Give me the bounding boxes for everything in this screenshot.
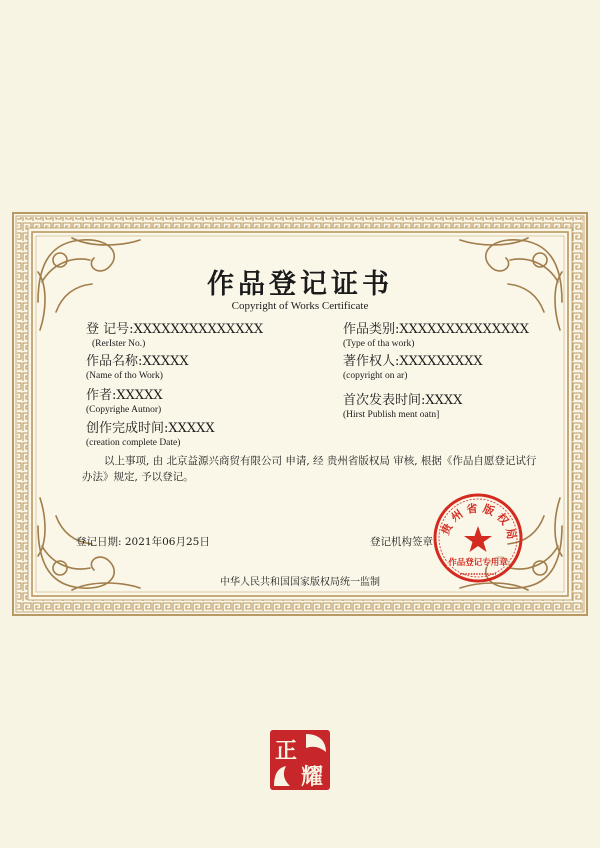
work-name-label: 作品名称:XXXXX: [86, 354, 189, 369]
author-label: 作者:XXXXX: [86, 388, 163, 403]
field-work-type: [343, 322, 529, 351]
field-work-name: [86, 354, 189, 383]
certificate-title: 作品登记证书: [207, 269, 393, 300]
svg-text:正: 正: [274, 738, 298, 764]
field-creation-date: [86, 421, 215, 450]
svg-text:贵州省版权局: 贵州省版权局: [438, 501, 519, 545]
registration-no-label: 登 记号:XXXXXXXXXXXXXX: [86, 322, 264, 337]
copyright-owner-label: 著作权人:XXXXXXXXX: [343, 354, 483, 369]
field-author: [86, 388, 163, 417]
first-publish-sub: (Hirst Publish ment oatn]: [343, 410, 440, 420]
registration-statement: 以上事项, 由 北京益源兴商贸有限公司 申请, 经 贵州省版权局 审核, 根据《作品自愿登记试行办法》规定, 予以登记。: [82, 455, 537, 483]
registration-date: 登记日期: 2021年06月25日: [76, 536, 210, 548]
field-registration-no: [86, 322, 263, 351]
certificate: [12, 212, 588, 616]
issuer-footer: 中华人民共和国国家版权局统一监制: [220, 577, 380, 588]
creation-date-sub: (creation complete Date): [86, 438, 181, 448]
svg-text:耀: 耀: [300, 764, 324, 790]
work-name-sub: (Name of tho Work): [86, 371, 163, 381]
creation-date-label: 创作完成时间:XXXXX: [86, 421, 215, 436]
official-seal: [432, 492, 524, 584]
registration-no-sub: (RerIster No.): [92, 339, 146, 349]
author-sub: (Copyrighe Autnor): [86, 405, 162, 415]
field-copyright-owner: [343, 354, 483, 383]
brand-logo: [270, 730, 330, 790]
first-publish-label: 首次发表时间:XXXX: [343, 393, 463, 408]
registration-org-signature: 登记机构签章: [370, 536, 433, 548]
field-first-publish: [343, 393, 462, 422]
svg-text:作品登记专用章: 作品登记专用章: [448, 558, 508, 568]
work-type-label: 作品类别:XXXXXXXXXXXXXX: [343, 322, 529, 337]
copyright-owner-sub: (copyright on ar): [343, 371, 408, 381]
certificate-subtitle: Copyright of Works Certificate: [231, 300, 369, 312]
work-type-sub: (Type of tha work): [343, 339, 415, 349]
